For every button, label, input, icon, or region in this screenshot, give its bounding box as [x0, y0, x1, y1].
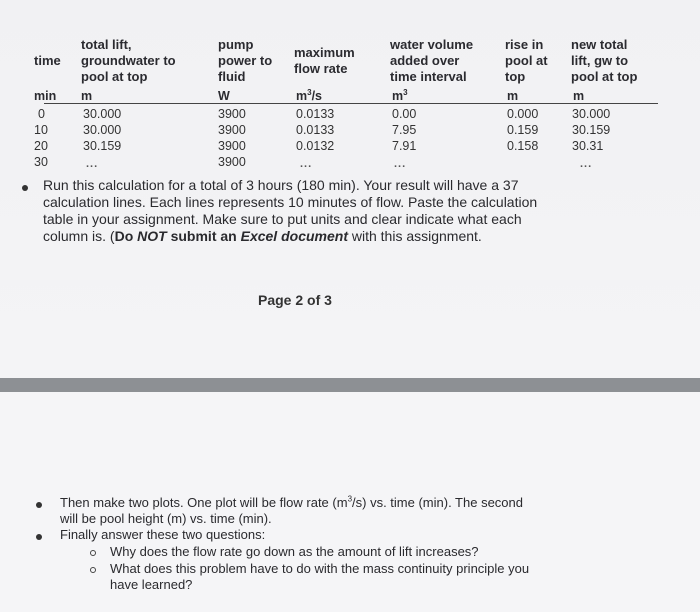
header-flow-rate-2: flow rate [294, 61, 348, 76]
table-cell: 0 [38, 107, 45, 121]
table-cell: 30.000 [572, 107, 611, 121]
instruction-line-2: calculation lines. Each lines represents 10 minutes of flow. Paste the calculation [43, 194, 538, 210]
header-pump-power-2: power to [218, 53, 273, 68]
table-cell: ... [580, 158, 593, 170]
table-cell: 0.0132 [296, 139, 335, 153]
table-cell: ... [86, 158, 99, 170]
bullet-icon [22, 185, 28, 191]
header-rise-1: rise in [505, 37, 544, 52]
circle-bullet-icon [90, 550, 96, 556]
bullet-icon [36, 534, 42, 540]
unit-pump-power: W [218, 89, 230, 103]
plots-instruction-line-2: will be pool height (m) vs. time (min). [60, 511, 272, 526]
table-cell: 30 [34, 155, 48, 169]
table-cell: 10 [34, 123, 48, 137]
instruction-line-4: column is. (Do NOT submit an Excel document with this assignment. [43, 228, 482, 244]
question-1: Why does the flow rate go down as the amount of lift increases? [110, 544, 479, 559]
header-rise-3: top [505, 69, 526, 84]
instruction-line-3: table in your assignment. Make sure to put units and clear indicate what each [43, 211, 522, 227]
unit-rise: m [507, 89, 519, 103]
header-water-volume-1: water volume [390, 37, 474, 52]
plots-instruction-line-1: Then make two plots. One plot will be flow rate $(m^3/s)$ vs. time (min). The second [60, 494, 523, 510]
header-rise-2: pool at [505, 53, 548, 68]
header-flow-rate-1: maximum [294, 45, 355, 60]
table-cell: 7.95 [392, 123, 417, 137]
table-cell: 30.159 [83, 139, 122, 153]
table-cell: 0.0133 [296, 107, 335, 121]
table-cell: 30.000 [83, 123, 122, 137]
table-cell: 20 [34, 139, 48, 153]
table-cell: ... [394, 158, 407, 170]
question-2-line-2: have learned? [110, 577, 193, 592]
question-2-line-1: What does this problem have to do with the mass continuity principle you [110, 561, 530, 576]
table-cell: 3900 [218, 123, 246, 137]
unit-time: min [34, 89, 57, 103]
page-number-label: Page 2 of 3 [258, 292, 332, 308]
table-cell: 30.31 [572, 139, 604, 153]
unit-new-lift: m [573, 89, 585, 103]
table-cell: 0.00 [392, 107, 417, 121]
table-cell: 3900 [218, 139, 246, 153]
table-cell: 0.0133 [296, 123, 335, 137]
header-new-lift-2: lift, gw to [571, 53, 629, 68]
circle-bullet-icon [90, 567, 96, 573]
unit-water-volume: $m^3$ [392, 87, 408, 103]
table-cell: 0.159 [507, 123, 539, 137]
table-cell: 30.000 [83, 107, 122, 121]
header-pump-power-1: pump [218, 37, 254, 52]
table-cell: 3900 [218, 155, 246, 169]
table-cell: 0.000 [507, 107, 539, 121]
bullet-icon [36, 502, 42, 508]
page-separator [0, 378, 700, 392]
header-total-lift-3: pool at top [81, 69, 148, 84]
table-cell: 0.158 [507, 139, 539, 153]
header-water-volume-2: added over [390, 53, 460, 68]
table-cell: 30.159 [572, 123, 611, 137]
header-water-volume-3: time interval [390, 69, 467, 84]
header-new-lift-1: new total [571, 37, 628, 52]
unit-flow-rate: $m^3/s$ [296, 87, 323, 103]
unit-total-lift: m [81, 89, 93, 103]
header-total-lift-1: total lift, [81, 37, 132, 52]
header-time: time [34, 53, 61, 68]
header-pump-power-3: fluid [218, 69, 246, 84]
table-cell: ... [300, 158, 313, 170]
header-rule [44, 103, 658, 104]
table-cell: 7.91 [392, 139, 417, 153]
header-total-lift-2: groundwater to [81, 53, 176, 68]
instruction-line-1: Run this calculation for a total of 3 hours (180 min). Your result will have a 37 [43, 177, 519, 193]
table-cell: 3900 [218, 107, 246, 121]
questions-intro: Finally answer these two questions: [60, 527, 266, 542]
header-new-lift-3: pool at top [571, 69, 638, 84]
